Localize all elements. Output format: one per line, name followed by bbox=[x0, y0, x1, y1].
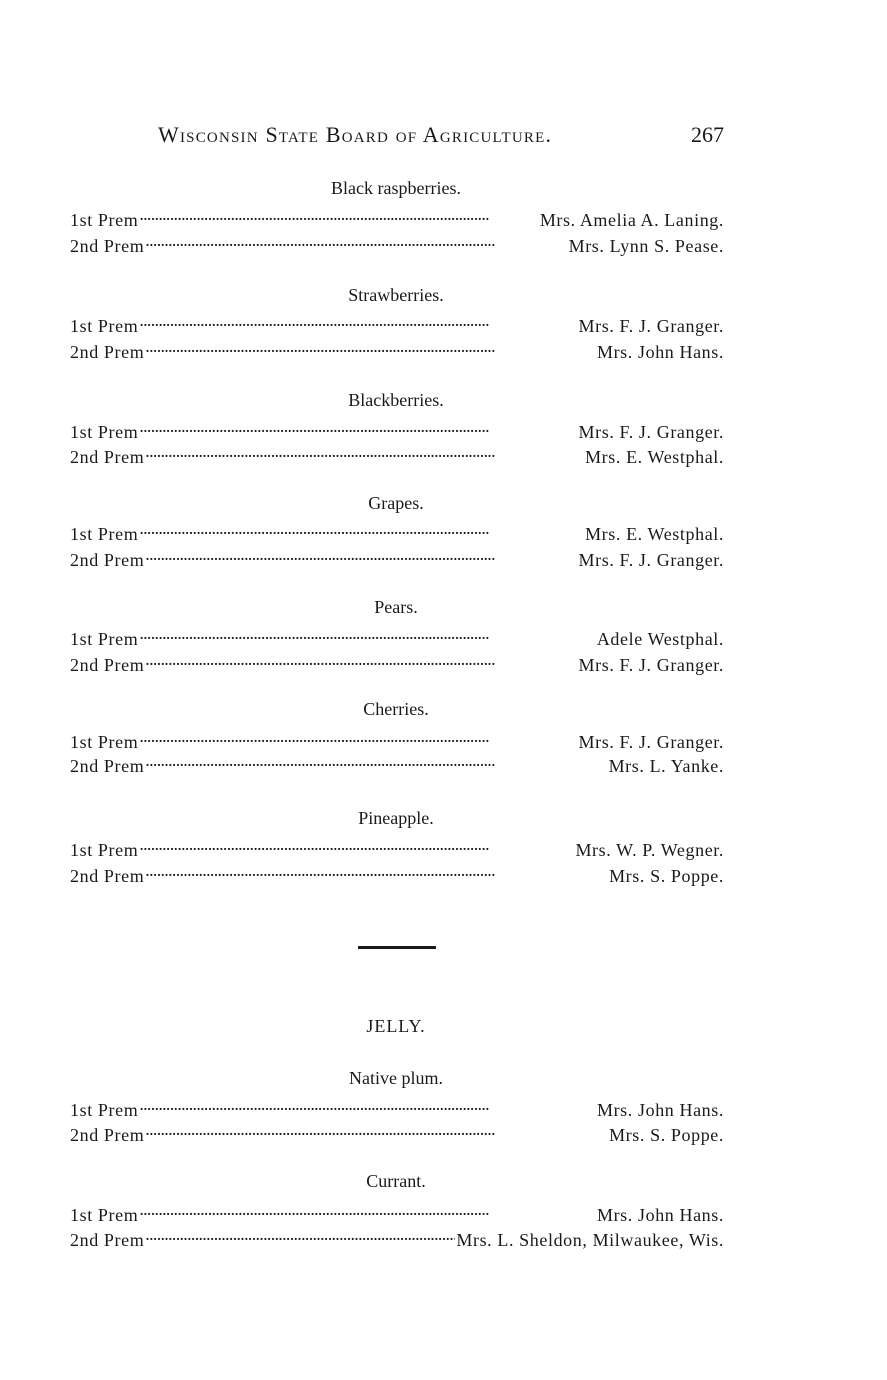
premium-place: 2nd Prem bbox=[70, 655, 145, 675]
premium-entry bbox=[70, 647, 724, 675]
premium-place: 1st Prem bbox=[70, 210, 139, 230]
premium-entry bbox=[70, 414, 724, 442]
premium-place: 1st Prem bbox=[70, 840, 139, 860]
premium-entry bbox=[70, 334, 724, 362]
premium-entry bbox=[70, 1197, 724, 1225]
premium-winner: Mrs. F. J. Granger. bbox=[578, 550, 724, 570]
leader-dots bbox=[139, 832, 574, 856]
premium-place: 1st Prem bbox=[70, 524, 139, 544]
premium-entry bbox=[70, 308, 724, 336]
premium-place: 1st Prem bbox=[70, 316, 139, 336]
premium-winner: Mrs. S. Poppe. bbox=[609, 866, 724, 886]
premium-winner: Mrs. John Hans. bbox=[596, 1100, 724, 1120]
section-heading-black-raspberries: Black raspberries. bbox=[331, 178, 461, 198]
leader-dots bbox=[145, 1222, 455, 1246]
premium-winner: Mrs. Lynn S. Pease. bbox=[568, 236, 724, 256]
premium-place: 2nd Prem bbox=[70, 756, 145, 776]
premium-winner: Mrs. John Hans. bbox=[596, 1205, 724, 1225]
section-heading-blackberries: Blackberries. bbox=[348, 390, 444, 410]
premium-entry bbox=[70, 439, 724, 467]
premium-entry bbox=[70, 1117, 724, 1145]
section-divider-rule bbox=[358, 946, 436, 949]
running-head-title: Wisconsin State Board of Agriculture. bbox=[158, 122, 553, 147]
running-head bbox=[158, 122, 724, 152]
premium-entry bbox=[70, 748, 724, 776]
premium-entry bbox=[70, 1092, 724, 1120]
leader-dots bbox=[145, 1117, 608, 1141]
premium-entry bbox=[70, 621, 724, 649]
leader-dots bbox=[139, 414, 577, 438]
premium-entry bbox=[70, 542, 724, 570]
section-heading-strawberries: Strawberries. bbox=[348, 285, 444, 305]
premium-place: 1st Prem bbox=[70, 422, 139, 442]
leader-dots bbox=[139, 724, 577, 748]
premium-winner: Adele Westphal. bbox=[596, 629, 724, 649]
leader-dots bbox=[145, 334, 596, 358]
leader-dots bbox=[139, 1092, 596, 1116]
premium-place: 2nd Prem bbox=[70, 236, 145, 256]
section-heading-pears: Pears. bbox=[374, 597, 418, 617]
premium-place: 1st Prem bbox=[70, 1100, 139, 1120]
premium-winner: Mrs. L. Yanke. bbox=[608, 756, 724, 776]
leader-dots bbox=[139, 516, 584, 540]
premium-place: 1st Prem bbox=[70, 732, 139, 752]
section-heading-grapes: Grapes. bbox=[368, 493, 424, 513]
section-heading-cherries: Cherries. bbox=[363, 699, 429, 719]
premium-winner: Mrs. Amelia A. Laning. bbox=[539, 210, 724, 230]
premium-entry bbox=[70, 724, 724, 752]
leader-dots bbox=[139, 1197, 596, 1221]
premium-winner: Mrs. E. Westphal. bbox=[585, 524, 724, 544]
premium-winner: Mrs. E. Westphal. bbox=[585, 447, 724, 467]
leader-dots bbox=[145, 647, 577, 671]
premium-winner: Mrs. F. J. Granger. bbox=[578, 316, 724, 336]
leader-dots bbox=[145, 858, 608, 882]
premium-winner: Mrs. L. Sheldon, Milwaukee, Wis. bbox=[456, 1230, 724, 1250]
jelly-section-title: JELLY. bbox=[366, 1016, 426, 1036]
leader-dots bbox=[139, 308, 577, 332]
leader-dots bbox=[139, 621, 596, 645]
premium-place: 2nd Prem bbox=[70, 550, 145, 570]
premium-entry bbox=[70, 228, 724, 256]
premium-place: 2nd Prem bbox=[70, 1230, 145, 1250]
leader-dots bbox=[145, 542, 577, 566]
leader-dots bbox=[145, 439, 584, 463]
premium-entry bbox=[70, 516, 724, 544]
premium-winner: Mrs. F. J. Granger. bbox=[578, 655, 724, 675]
premium-entry bbox=[70, 1222, 724, 1250]
premium-place: 2nd Prem bbox=[70, 447, 145, 467]
premium-winner: Mrs. F. J. Granger. bbox=[578, 732, 724, 752]
premium-entry bbox=[70, 858, 724, 886]
premium-winner: Mrs. W. P. Wegner. bbox=[575, 840, 724, 860]
leader-dots bbox=[139, 202, 539, 226]
premium-place: 1st Prem bbox=[70, 629, 139, 649]
premium-place: 2nd Prem bbox=[70, 1125, 145, 1145]
premium-place: 2nd Prem bbox=[70, 866, 145, 886]
premium-winner: Mrs. F. J. Granger. bbox=[578, 422, 724, 442]
section-heading-pineapple: Pineapple. bbox=[358, 808, 434, 828]
premium-place: 2nd Prem bbox=[70, 342, 145, 362]
premium-place: 1st Prem bbox=[70, 1205, 139, 1225]
section-heading-native-plum: Native plum. bbox=[349, 1068, 443, 1088]
premium-winner: Mrs. S. Poppe. bbox=[609, 1125, 724, 1145]
premium-entry bbox=[70, 832, 724, 860]
leader-dots bbox=[145, 228, 567, 252]
section-heading-currant: Currant. bbox=[366, 1171, 426, 1191]
premium-winner: Mrs. John Hans. bbox=[596, 342, 724, 362]
premium-entry bbox=[70, 202, 724, 230]
page-number: 267 bbox=[691, 122, 724, 147]
leader-dots bbox=[145, 748, 607, 772]
